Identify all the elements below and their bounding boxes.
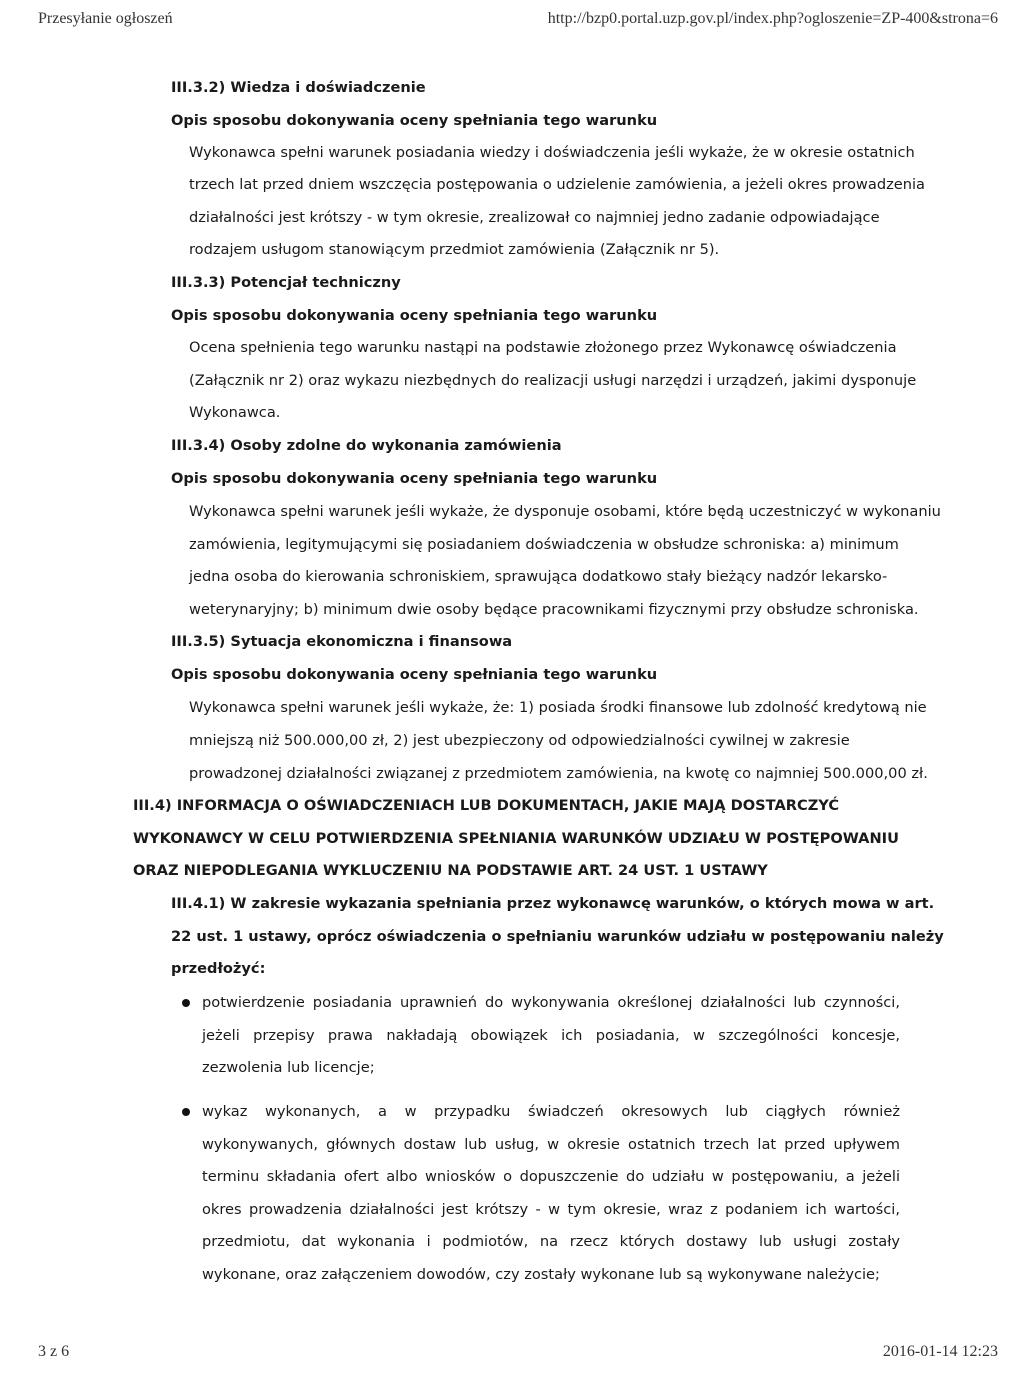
bullet-marker bbox=[182, 999, 190, 1007]
text-line: Ocena spełnienia tego warunku nastąpi na podstawie złożonego przez Wykonawcę oświadczenia bbox=[189, 339, 897, 356]
bullet-item: wykaz wykonanych, a w przypadku świadczeń okresowych lub ciągłych również wykonywanych, głównych dostaw lub usług, w okresie ostatnich trzech lat przed upływem terminu składania ofert albo wniosków o dopuszczenie do udziału w postępowaniu, a jeżeli okres prowadzenia działalności jest krótszy - w tym okresie, wraz z podaniem ich wartości, przedmiotu, dat wykonania i podmiotów, na rzecz których dostawy lub usługi zostały wykonane, oraz załączeniem dowodów, czy zostały wykonane lub są wykonywane należycie; bbox=[202, 1103, 900, 1283]
text-line: Wykonawca. bbox=[189, 404, 281, 421]
assessment-label: Opis sposobu dokonywania oceny spełniania tego warunku bbox=[171, 666, 658, 683]
section-heading-3-3-2: III.3.2) Wiedza i doświadczenie bbox=[171, 79, 426, 96]
section-heading-3-4: III.4) INFORMACJA O OŚWIADCZENIACH LUB DOKUMENTACH, JAKIE MAJĄ DOSTARCZYĆ bbox=[133, 797, 840, 814]
assessment-label: Opis sposobu dokonywania oceny spełniania tego warunku bbox=[171, 307, 658, 324]
text-line: weterynaryjny; b) minimum dwie osoby będące pracownikami fizycznymi przy obsłudze schroniska. bbox=[189, 601, 919, 618]
text-line: prowadzonej działalności związanej z przedmiotem zamówienia, na kwotę co najmniej 500.000,00 zł. bbox=[189, 765, 928, 782]
browser-print-header bbox=[38, 10, 998, 28]
text-line: zamówienia, legitymującymi się posiadaniem doświadczenia w obsłudze schroniska: a) minimum bbox=[189, 536, 899, 553]
subsection-heading-3-4-1: III.4.1) W zakresie wykazania spełniania przez wykonawcę warunków, o których mowa w art. bbox=[171, 895, 935, 912]
print-datetime: 2016-01-14 12:23 bbox=[882, 1343, 998, 1360]
assessment-label: Opis sposobu dokonywania oceny spełniania tego warunku bbox=[171, 470, 658, 487]
text-line: trzech lat przed dniem wszczęcia postępowania o udzielenie zamówienia, a jeżeli okres prowadzenia bbox=[189, 176, 925, 193]
section-heading-3-4: ORAZ NIEPODLEGANIA WYKLUCZENIU NA PODSTAWIE ART. 24 UST. 1 USTAWY bbox=[133, 862, 768, 879]
section-heading-3-3-3: III.3.3) Potencjał techniczny bbox=[171, 274, 401, 291]
section-heading-3-3-5: III.3.5) Sytuacja ekonomiczna i finansowa bbox=[171, 633, 513, 650]
bullet-item: potwierdzenie posiadania uprawnień do wykonywania określonej działalności lub czynności, jeżeli przepisy prawa nakładają obowiązek ich posiadania, w szczególności koncesje, zezwolenia lub licencje; bbox=[202, 994, 900, 1077]
text-line: Wykonawca spełni warunek jeśli wykaże, że: 1) posiada środki finansowe lub zdolność kredytową nie bbox=[189, 699, 927, 716]
text-line: mniejszą niż 500.000,00 zł, 2) jest ubezpieczony od odpowiedzialności cywilnej w zakresie bbox=[189, 732, 850, 749]
assessment-label: Opis sposobu dokonywania oceny spełniania tego warunku bbox=[171, 112, 658, 129]
browser-print-footer bbox=[38, 1343, 998, 1361]
text-line: (Załącznik nr 2) oraz wykazu niezbędnych do realizacji usługi narzędzi i urządzeń, jakimi dysponuje bbox=[189, 372, 917, 389]
text-line: działalności jest krótszy - w tym okresie, zrealizował co najmniej jedno zadanie odpowiadające bbox=[189, 209, 880, 226]
page-url: http://bzp0.portal.uzp.gov.pl/index.php?ogloszenie=ZP-400&strona=6 bbox=[547, 10, 998, 27]
page-title: Przesyłanie ogłoszeń bbox=[38, 10, 173, 27]
text-line: jedna osoba do kierowania schroniskiem, sprawująca dodatkowo stały bieżący nadzór lekarsko- bbox=[189, 568, 888, 585]
page-number: 3 z 6 bbox=[38, 1343, 70, 1360]
text-line: rodzajem usługom stanowiącym przedmiot zamówienia (Załącznik nr 5). bbox=[189, 241, 720, 258]
text-line: Wykonawca spełni warunek jeśli wykaże, że dysponuje osobami, które będą uczestniczyć w wykonaniu bbox=[189, 503, 941, 520]
subsection-heading-3-4-1: przedłożyć: bbox=[171, 960, 266, 977]
subsection-heading-3-4-1: 22 ust. 1 ustawy, oprócz oświadczenia o spełnianiu warunków udziału w postępowaniu należy bbox=[171, 928, 944, 945]
bullet-marker bbox=[182, 1108, 190, 1116]
section-heading-3-3-4: III.3.4) Osoby zdolne do wykonania zamówienia bbox=[171, 437, 562, 454]
text-line: Wykonawca spełni warunek posiadania wiedzy i doświadczenia jeśli wykaże, że w okresie ostatnich bbox=[189, 144, 915, 161]
section-heading-3-4: WYKONAWCY W CELU POTWIERDZENIA SPEŁNIANIA WARUNKÓW UDZIAŁU W POSTĘPOWANIU bbox=[133, 830, 899, 847]
